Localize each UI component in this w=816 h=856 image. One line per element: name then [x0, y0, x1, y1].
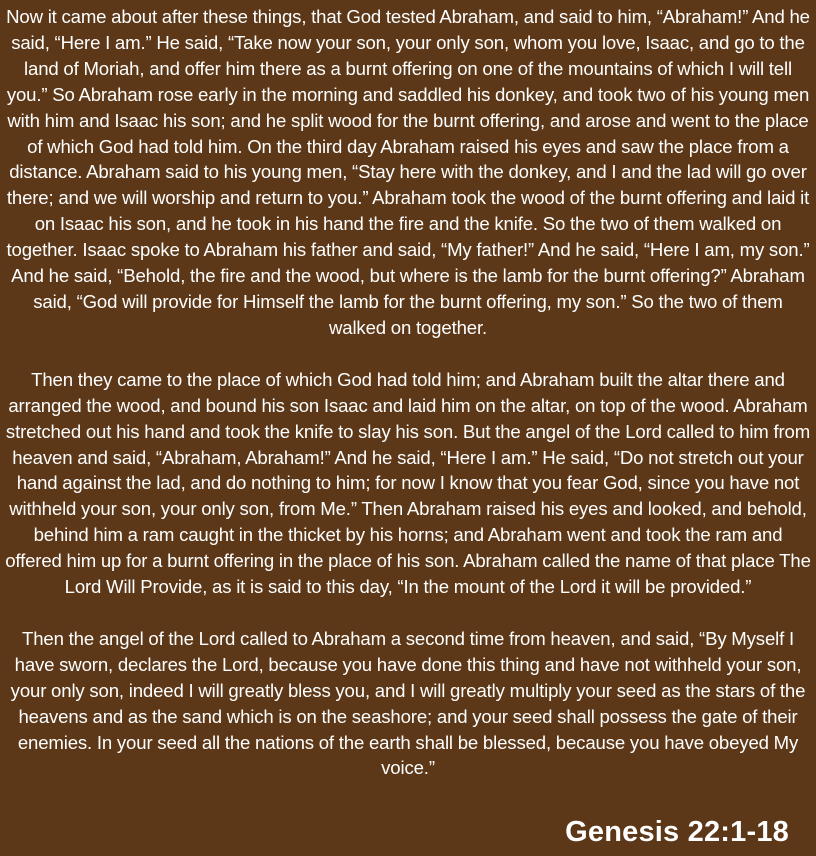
passage-paragraph-1: Now it came about after these things, that God tested Abraham, and said to him, “Abraham!” And he said, “Here I am.” He said, “Take now your son, your only son, whom you love, Isaac, and go to the land of Moriah, and offer him there as a burnt offering on one of the mountains of which I will tell you.” So Abraham rose early in the morning and saddled his donkey, and took two of his young men with him and Isaac his son; and he split wood for the burnt offering, and arose and went to the place of which God had told him. On the third day Abraham raised his eyes and saw the place from a distance. Abraham said to his young men, “Stay here with the donkey, and I and the lad will go over there; and we will worship and return to you.” Abraham took the wood of the burnt offering and laid it on Isaac his son, and he took in his hand the fire and the knife. So the two of them walked on together. Isaac spoke to Abraham his father and said, “My father!” And he said, “Here I am, my son.” And he said, “Behold, the fire and the wood, but where is the lamb for the burnt offering?” Abraham said, “God will provide for Himself the lamb for the burnt offering, my son.” So the two of them walked on together.	[6, 6, 810, 338]
passage-paragraph-3: Then the angel of the Lord called to Abraham a second time from heaven, and said, “By Myself I have sworn, declares the Lord, because you have done this thing and have not withheld your son, your only son, indeed I will greatly bless you, and I will greatly multiply your seed as the stars of the heavens and as the sand which is on the seashore; and your seed shall possess the gate of their enemies. In your seed all the nations of the earth shall be blessed, because you have obeyed My voice.”	[10, 627, 806, 779]
scripture-passage	[4, 4, 812, 781]
passage-paragraph-2: Then they came to the place of which God had told him; and Abraham built the altar there and arranged the wood, and bound his son Isaac and laid him on the altar, on top of the wood. Abraham stretched out his hand and took the knife to slay his son. But the angel of the Lord called to him from heaven and said, “Abraham, Abraham!” And he said, “Here I am.” He said, “Do not stretch out your hand against the lad, and do nothing to him; for now I know that you fear God, since you have not withheld your son, your only son, from Me.” Then Abraham raised his eyes and looked, and behold, behind him a ram caught in the thicket by his horns; and Abraham went and took the ram and offered him up for a burnt offering in the place of his son. Abraham called the name of that place The Lord Will Provide, as it is said to this day, “In the mount of the Lord it will be provided.”	[5, 368, 811, 598]
scripture-reference: Genesis 22:1-18	[565, 816, 789, 848]
